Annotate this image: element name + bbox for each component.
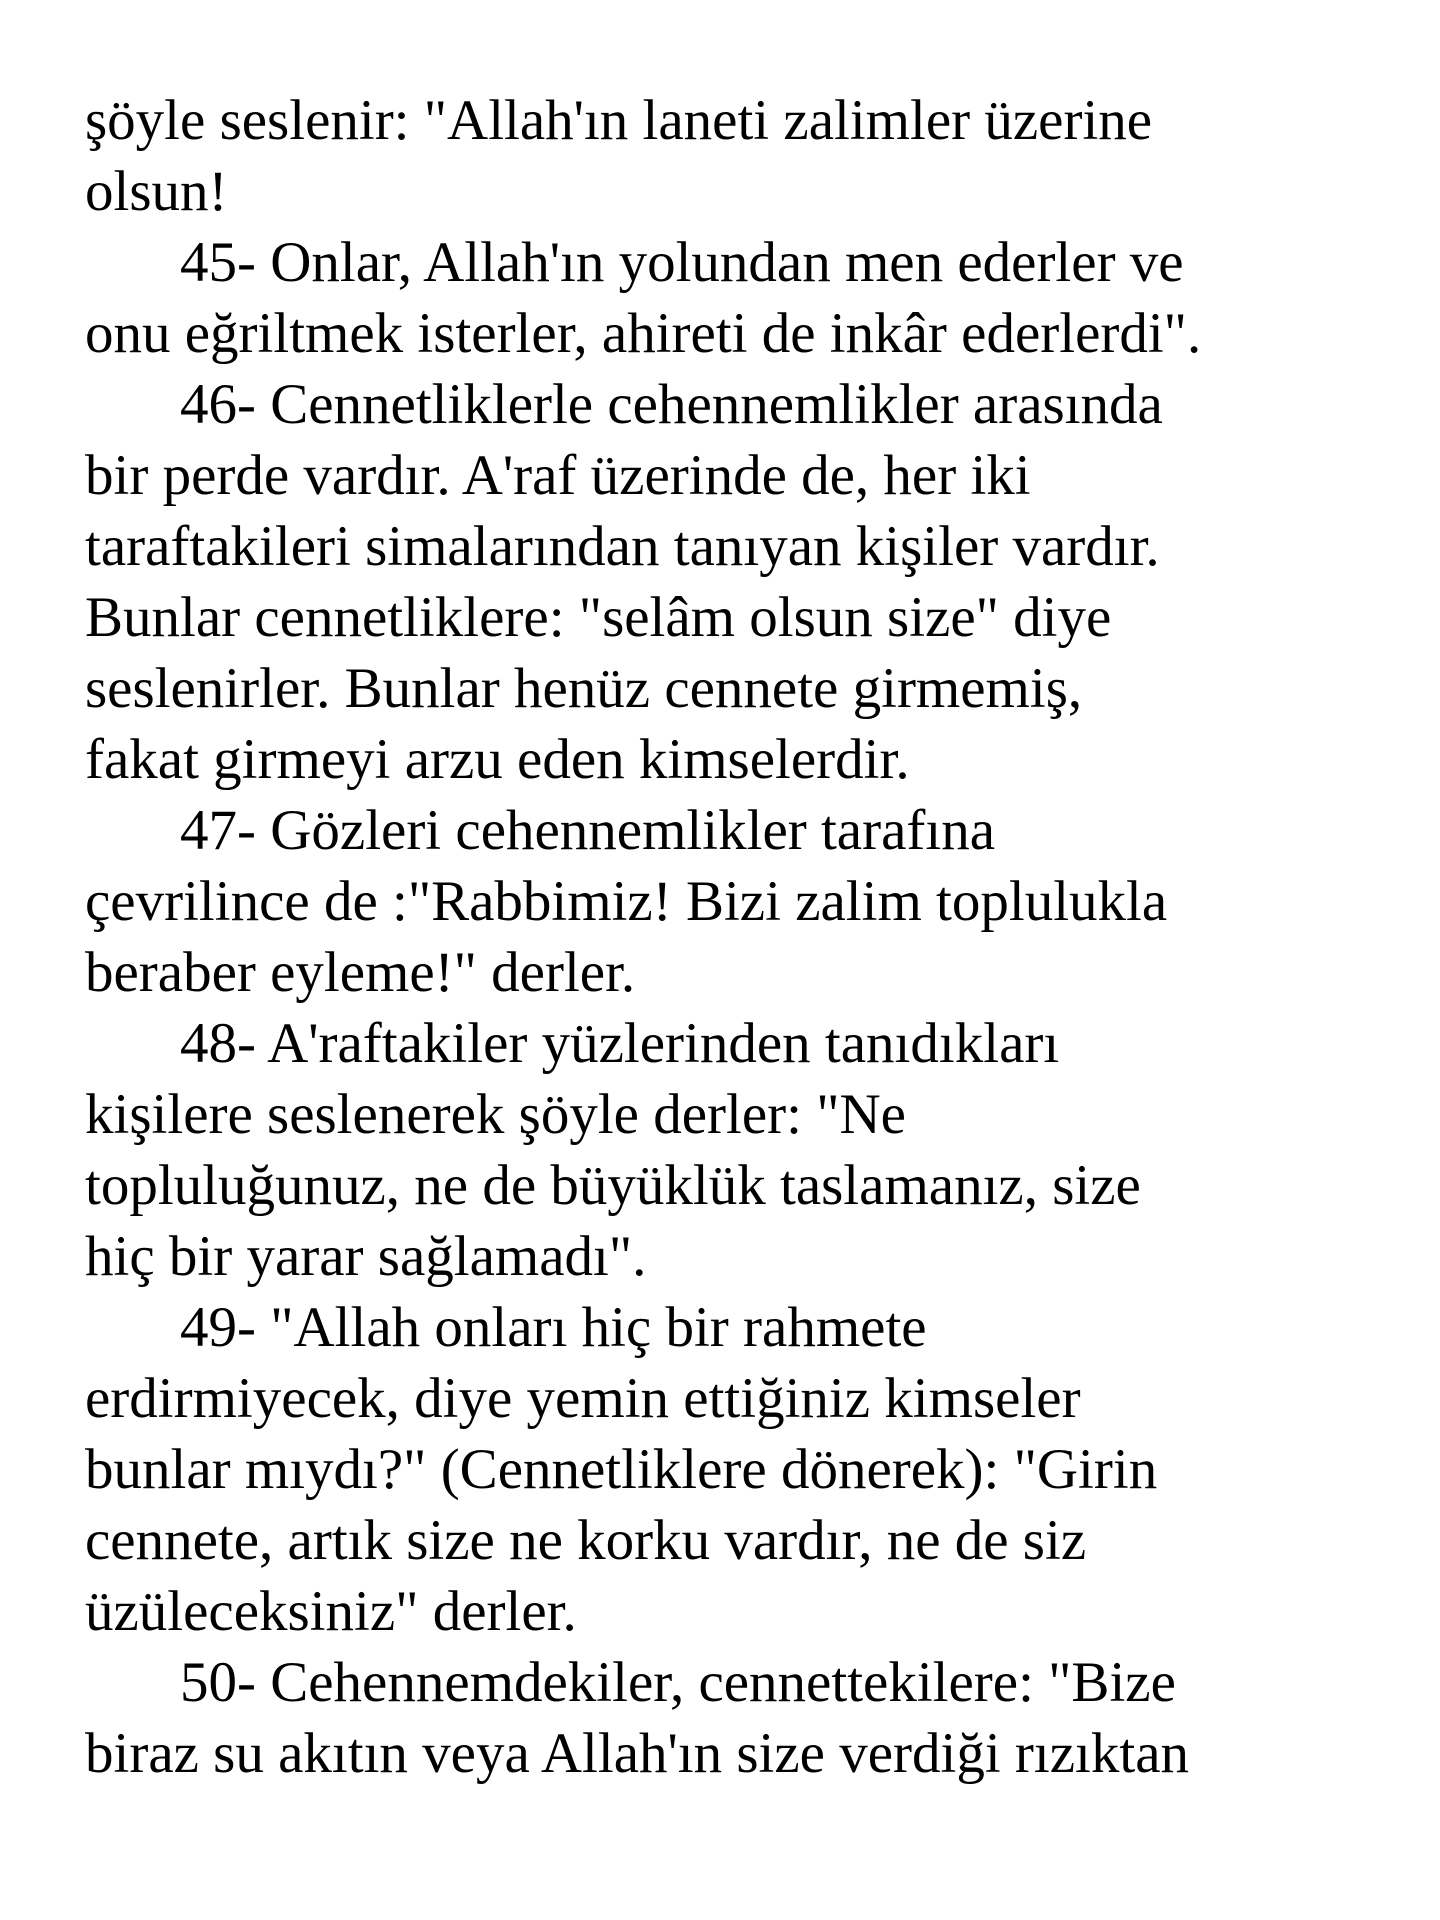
text-line: bunlar mıydı?" (Cennetliklere dönerek): "Girin: [85, 1438, 1158, 1501]
text-line: biraz su akıtın veya Allah'ın size verdiği rızıktan: [85, 1722, 1190, 1785]
text-line: fakat girmeyi arzu eden kimselerdir.: [85, 728, 910, 791]
text-line: hiç bir yarar sağlamadı".: [85, 1225, 647, 1288]
verse-48-start: 48- A'raftakiler yüzlerinden tanıdıkları: [180, 1012, 1060, 1075]
text-line: beraber eyleme!" derler.: [85, 941, 636, 1004]
text-line: kişilere seslenerek şöyle derler: "Ne: [85, 1083, 906, 1146]
text-line: onu eğriltmek isterler, ahireti de inkâr ederlerdi".: [85, 302, 1202, 365]
text-line: topluluğunuz, ne de büyüklük taslamanız, size: [85, 1154, 1141, 1217]
text-line: cennete, artık size ne korku vardır, ne de siz: [85, 1509, 1087, 1572]
text-line: taraftakileri simalarından tanıyan kişiler vardır.: [85, 515, 1160, 578]
text-line: çevrilince de :"Rabbimiz! Bizi zalim toplulukla: [85, 870, 1168, 933]
document-page: [85, 85, 1395, 1789]
verse-45-start: 45- Onlar, Allah'ın yolundan men ederler ve: [180, 231, 1184, 294]
verse-46-start: 46- Cennetliklerle cehennemlikler arasında: [180, 373, 1163, 436]
verse-49-start: 49- "Allah onları hiç bir rahmete: [180, 1296, 927, 1359]
text-line: üzüleceksiniz" derler.: [85, 1580, 577, 1643]
verse-50-start: 50- Cehennemdekiler, cennettekilere: "Bize: [180, 1651, 1176, 1714]
text-line: şöyle seslenir: "Allah'ın laneti zalimler üzerine: [85, 89, 1153, 152]
verse-47-start: 47- Gözleri cehennemlikler tarafına: [180, 799, 996, 862]
text-line: seslenirler. Bunlar henüz cennete girmemiş,: [85, 657, 1083, 720]
text-line: bir perde vardır. A'raf üzerinde de, her iki: [85, 444, 1031, 507]
text-line: erdirmiyecek, diye yemin ettiğiniz kimseler: [85, 1367, 1081, 1430]
text-line: Bunlar cennetliklere: "selâm olsun size" diye: [85, 586, 1112, 649]
text-line: olsun!: [85, 160, 228, 223]
